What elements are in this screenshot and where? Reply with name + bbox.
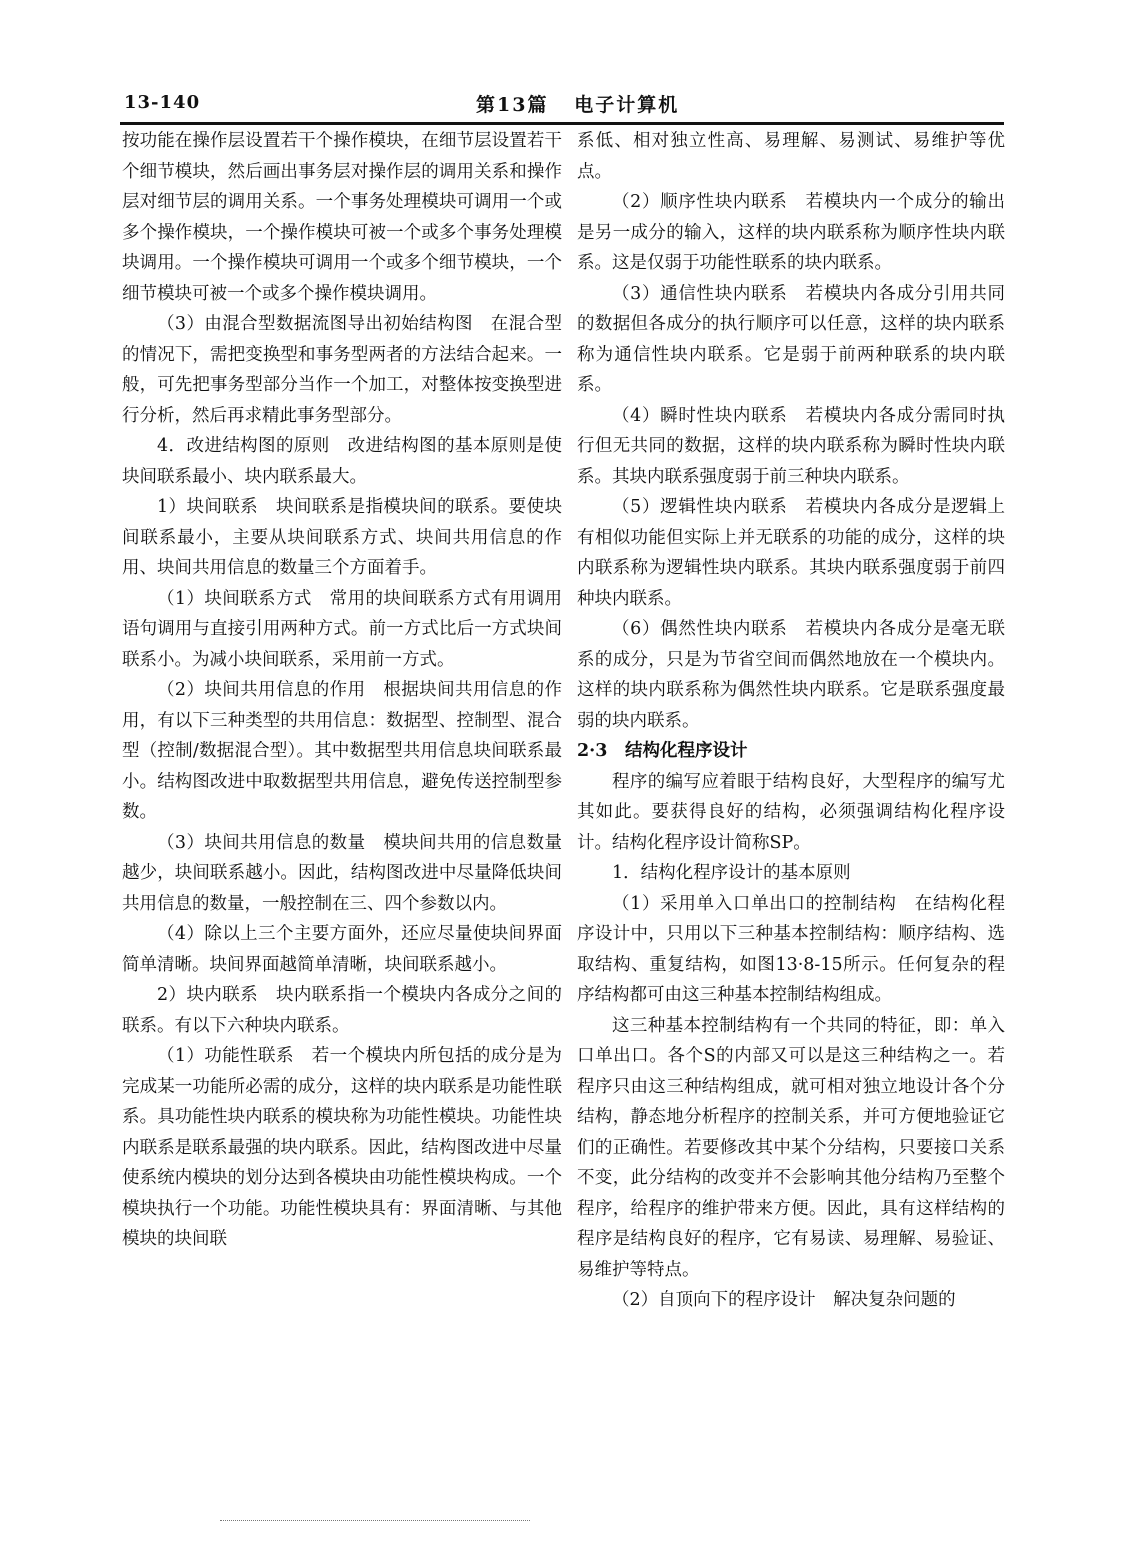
running-title: 第13篇 电子计算机 — [476, 94, 680, 116]
paragraph: （3）通信性块内联系 若模块内各成分引用共同的数据但各成分的执行顺序可以任意，这样的块内联系称为通信性块内联系。它是弱于前两种联系的块内联系。 — [577, 283, 1005, 395]
paragraph: （3）由混合型数据流图导出初始结构图 在混合型的情况下，需把变换型和事务型两者的方法结合起来。一般，可先把事务型部分当作一个加工，对整体按变换型进行分析，然后再求精此事务型部分。 — [122, 314, 562, 426]
paragraph: （4）瞬时性块内联系 若模块内各成分需同时执行但无共同的数据，这样的块内联系称为瞬时性块内联系。其块内联系强度弱于前三种块内联系。 — [577, 405, 1005, 487]
paragraph: （1）采用单入口单出口的控制结构 在结构化程序设计中，只用以下三种基本控制结构：顺序结构、选取结构、重复结构，如图13·8-15所示。任何复杂的程序结构都可由这三种基本控制结构组成。 — [577, 893, 1005, 1005]
paragraph: 程序的编写应着眼于结构良好，大型程序的编写尤其如此。要获得良好的结构，必须强调结构化程序设计。结构化程序设计简称SP。 — [577, 771, 1005, 853]
page-number: 13-140 — [124, 92, 201, 113]
header-rule — [120, 122, 1004, 125]
footer-dotted-line — [220, 1520, 530, 1522]
paragraph: 这三种基本控制结构有一个共同的特征，即：单入口单出口。各个S的内部又可以是这三种结构之一。若程序只由这三种结构组成，就可相对独立地设计各个分结构，静态地分析程序的控制关系，并可方便地验证它们的正确性。若要修改其中某个分结构，只要接口关系不变，此分结构的改变并不会影响其他分结构乃至整个程序，给程序的维护带来方便。因此，具有这样结构的程序是结构良好的程序，它有易读、易理解、易验证、易维护等特点。 — [577, 1015, 1005, 1280]
paragraph: （2）自顶向下的程序设计 解决复杂问题的 — [612, 1290, 956, 1310]
subsection-heading: 1．结构化程序设计的基本原则 — [612, 863, 851, 883]
paragraph: （3）块间共用信息的数量 模块间共用的信息数量越少，块间联系越小。因此，结构图改进中尽量降低块间共用信息的数量，一般控制在三、四个参数以内。 — [122, 832, 562, 914]
paragraph: （1）功能性联系 若一个模块内所包括的成分是为完成某一功能所必需的成分，这样的块内联系是功能性联系。具功能性块内联系的模块称为功能性模块。功能性块内联系是联系最强的块内联系。因此，结构图改进中尽量使系统内模块的划分达到各模块由功能性模块构成。一个模块执行一个功能。功能性模块具有：界面清晰、与其他模块的块间联 — [122, 1046, 562, 1249]
paragraph: （2）块间共用信息的作用 根据块间共用信息的作用，有以下三种类型的共用信息：数据型、控制型、混合型（控制/数据混合型）。其中数据型共用信息块间联系最小。结构图改进中取数据型共用信息，避免传送控制型参数。 — [122, 680, 562, 822]
paragraph: （2）顺序性块内联系 若模块内一个成分的输出是另一成分的输入，这样的块内联系称为顺序性块内联系。这是仅弱于功能性联系的块内联系。 — [577, 192, 1005, 273]
paragraph: （5）逻辑性块内联系 若模块内各成分是逻辑上有相似功能但实际上并无联系的功能的成分，这样的块内联系称为逻辑性块内联系。其块内联系强度弱于前四种块内联系。 — [577, 497, 1005, 609]
section-heading: 2·3 结构化程序设计 — [577, 741, 748, 761]
left-column — [122, 126, 562, 1255]
paragraph: 按功能在操作层设置若干个操作模块，在细节层设置若干个细节模块，然后画出事务层对操作层的调用关系和操作层对细节层的调用关系。一个事务处理模块可调用一个或多个操作模块，一个操作模块可被一个或多个事务处理模块调用。一个操作模块可调用一个或多个细节模块，一个细节模块可被一个或多个操作模块调用。 — [122, 131, 562, 304]
right-column — [577, 126, 1005, 1316]
paragraph: 2）块内联系 块内联系指一个模块内各成分之间的联系。有以下六种块内联系。 — [122, 985, 562, 1036]
page-header — [120, 84, 1002, 118]
paragraph: （6）偶然性块内联系 若模块内各成分是毫无联系的成分，只是为节省空间而偶然地放在一个模块内。这样的块内联系称为偶然性块内联系。它是联系强度最弱的块内联系。 — [577, 619, 1005, 731]
paragraph: 系低、相对独立性高、易理解、易测试、易维护等优点。 — [577, 131, 1005, 182]
paragraph: 1）块间联系 块间联系是指模块间的联系。要使块间联系最小，主要从块间联系方式、块间共用信息的作用、块间共用信息的数量三个方面着手。 — [122, 497, 562, 578]
paragraph: （1）块间联系方式 常用的块间联系方式有用调用语句调用与直接引用两种方式。前一方式比后一方式块间联系小。为减小块间联系，采用前一方式。 — [122, 588, 562, 670]
paragraph: 4．改进结构图的原则 改进结构图的基本原则是使块间联系最小、块内联系最大。 — [122, 436, 562, 487]
paragraph: （4）除以上三个主要方面外，还应尽量使块间界面简单清晰。块间界面越简单清晰，块间联系越小。 — [122, 924, 562, 975]
